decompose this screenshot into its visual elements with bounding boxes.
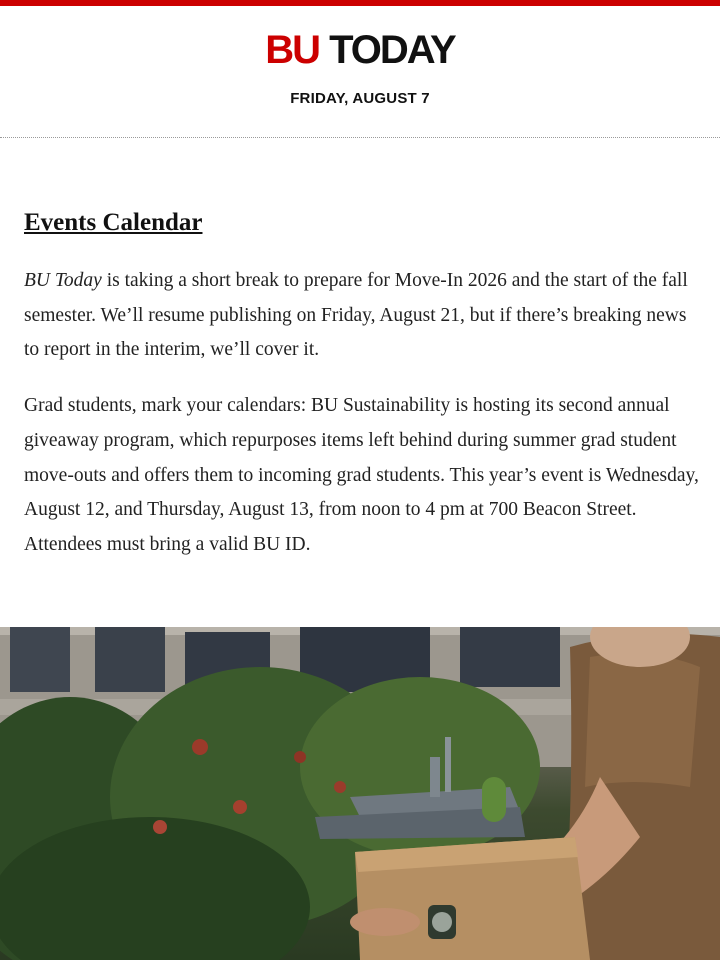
photo-illustration (0, 627, 720, 960)
masthead (0, 6, 720, 138)
logo-today-text: TODAY (329, 28, 455, 72)
publication-name: BU Today (24, 270, 102, 291)
bu-today-logo[interactable] (0, 28, 720, 72)
intro-text: is taking a short break to prepare for Move-In 2026 and the start of the fall semester. We’ll resume publishing on Friday, August 21, but if there’s breaking news to report in the interim, we’ll cover it. (24, 270, 688, 361)
section-title[interactable]: Events Calendar (24, 209, 203, 236)
move-in-photo (0, 627, 720, 960)
issue-date: FRIDAY, AUGUST 7 (290, 90, 430, 107)
header-divider (0, 137, 720, 138)
giveaway-paragraph: Grad students, mark your calendars: BU Sustainability is hosting its second annual giveaway program, which repurposes items left behind during summer grad student move-outs and offers them to incoming grad students. This year’s event is Wednesday, August 12, and Thursday, August 13, from noon to 4 pm at 700 Beacon Street. Attendees must bring a valid BU ID. (24, 395, 699, 555)
logo-bu-text: BU (265, 28, 320, 72)
article-body (24, 204, 700, 584)
intro-paragraph (24, 264, 700, 368)
